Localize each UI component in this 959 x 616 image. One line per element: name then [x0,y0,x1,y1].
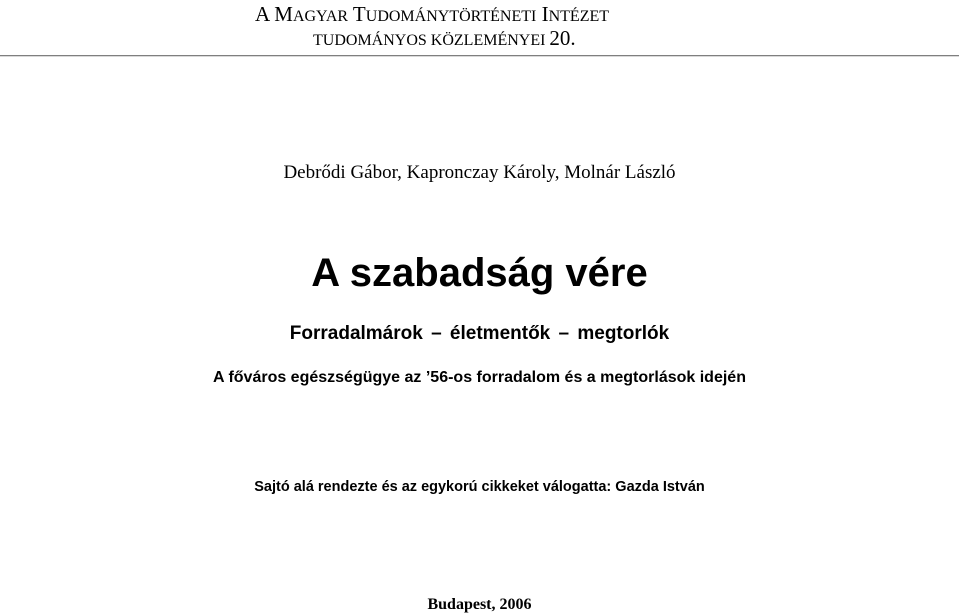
book-title: A szabadság vére [311,251,648,295]
series-number: 20. [549,26,576,50]
series-header [255,2,855,50]
institute-name-rest-1: AGYAR [292,8,349,25]
book-subtitle: Forradalmárok – életmentők – megtorlók [289,323,670,344]
header-divider [0,55,959,57]
institute-name-rest-2: UDOMÁNYTÖRTÉNETI [365,8,537,25]
book-subtitle-secondary: A főváros egészségügye az ’56-os forradalom és a megtorlások idején [213,369,746,386]
institute-name-cap-2: T [348,2,366,26]
series-label: TUDOMÁNYOS KÖZLEMÉNYEI [313,32,546,49]
authors: Debrődi Gábor, Kapronczay Károly, Molnár László [283,162,676,183]
series-title [313,28,576,51]
institute-name-cap-1: A M [255,2,293,26]
editor-credit: Sajtó alá rendezte és az egykorú cikkeket válogatta: Gazda István [254,479,705,495]
institute-name-rest-3: NTÉZET [548,8,610,25]
institute-name-cap-3: I [536,2,549,26]
institute-name [255,2,855,29]
imprint: Budapest, 2006 [427,596,532,613]
